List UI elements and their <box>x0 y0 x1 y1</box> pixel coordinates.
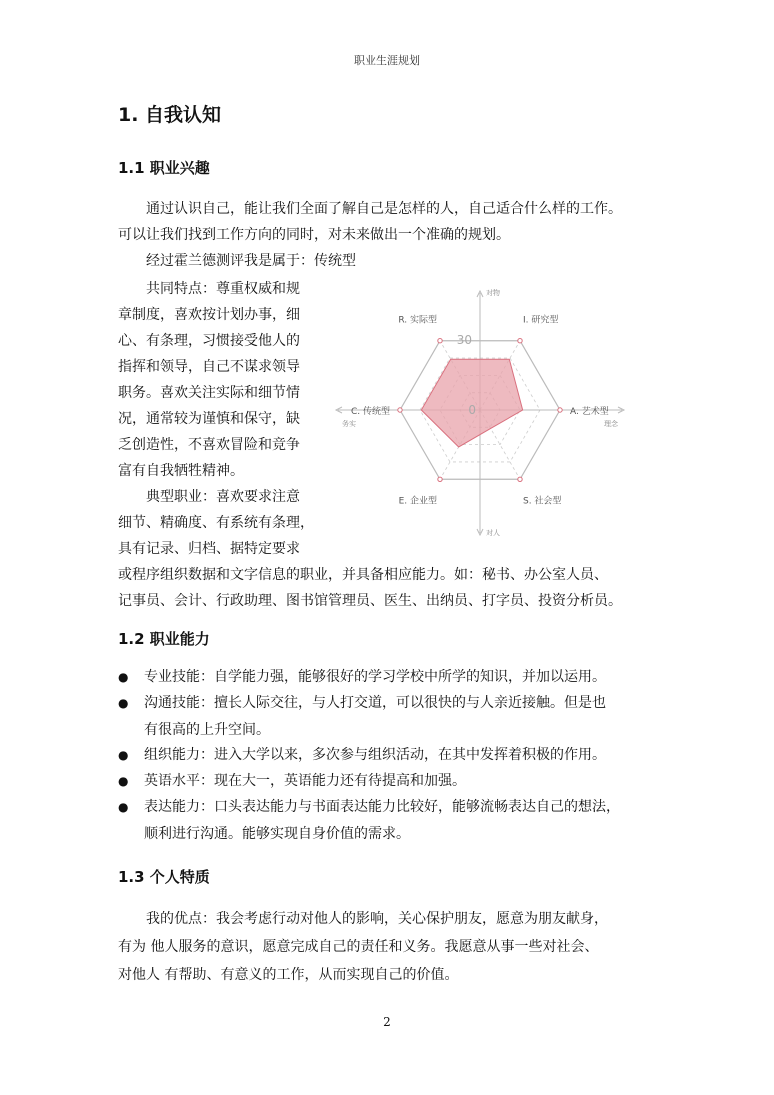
radar-axis-label: C. 传统型 <box>350 407 390 417</box>
list-item-text: 沟通技能：擅长人际交往，与人打交道，可以很快的与人亲近接触。但是也 <box>144 695 606 711</box>
traits-line: 心、有条理，习惯接受他人的 <box>118 333 300 349</box>
radar-axis-label: A. 艺术型 <box>570 407 609 417</box>
radar-side-label: 理念 <box>604 420 618 428</box>
traits-line: 共同特点：尊重权威和规 <box>146 281 300 297</box>
traits-paragraph-line-3: 对他人 有帮助、有意义的工作，从而实现自己的价值。 <box>118 967 459 983</box>
radar-side-label: 对物 <box>486 289 500 297</box>
jobs-line-4: 或程序组织数据和文字信息的职业，并具备相应能力。如：秘书、办公室人员、 <box>118 567 608 583</box>
paragraph-intro-line-2: 可以让我们找到工作方向的同时，对未来做出一个准确的规划。 <box>118 227 510 243</box>
traits-line: 章制度，喜欢按计划办事，细 <box>118 307 300 323</box>
common-traits-paragraph <box>118 276 338 562</box>
list-item-text: 有很高的上升空间。 <box>144 722 270 738</box>
page-number: 2 <box>383 1015 391 1029</box>
section-heading-1-2: 1.2 职业能力 <box>118 630 210 648</box>
radar-vertex-marker <box>518 477 522 481</box>
list-item-text: 组织能力：进入大学以来，多次参与组织活动，在其中发挥着积极的作用。 <box>144 747 606 763</box>
list-item-text: 专业技能：自学能力强，能够很好的学习学校中所学的知识，并加以运用。 <box>144 669 606 685</box>
jobs-line: 典型职业：喜欢要求注意 <box>146 489 300 505</box>
list-item-text: 英语水平：现在大一，英语能力还有待提高和加强。 <box>144 773 466 789</box>
radar-axis-label: S. 社会型 <box>523 496 562 507</box>
radar-side-label: 务实 <box>342 420 356 428</box>
page-header: 职业生涯规划 <box>354 54 420 67</box>
list-item-text: 顺利进行沟通。能够实现自身价值的需求。 <box>144 826 410 842</box>
traits-line: 富有自我牺牲精神。 <box>118 463 244 479</box>
traits-paragraph-line-2: 有为 他人服务的意识，愿意完成自己的责任和义务。我愿意从事一些对社会、 <box>118 939 599 955</box>
bullet-icon: ● <box>118 800 129 814</box>
jobs-line: 细节、精确度、有系统有条理， <box>118 515 314 531</box>
holland-radar-chart <box>330 285 630 545</box>
radar-vertex-marker <box>558 408 562 412</box>
section-heading-1-1: 1.1 职业兴趣 <box>118 159 210 177</box>
jobs-line: 具有记录、归档、据特定要求 <box>118 541 300 557</box>
traits-line: 况，通常较为谨慎和保守，缺 <box>118 411 300 427</box>
radar-axis-label: I. 研究型 <box>523 315 559 326</box>
radar-tick-label: 30 <box>456 333 472 347</box>
holland-result: 经过霍兰德测评我是属于：传统型 <box>146 253 356 269</box>
radar-vertex-marker <box>518 339 522 343</box>
bullet-icon: ● <box>118 774 129 788</box>
traits-line: 职务。喜欢关注实际和细节情 <box>118 385 300 401</box>
radar-vertex-marker <box>438 339 442 343</box>
traits-line: 乏创造性，不喜欢冒险和竞争 <box>118 437 300 453</box>
bullet-icon: ● <box>118 748 129 762</box>
paragraph-intro-line-1: 通过认识自己，能让我们全面了解自己是怎样的人，自己适合什么样的工作。 <box>146 201 622 217</box>
radar-vertex-marker <box>438 477 442 481</box>
jobs-line-5: 记事员、会计、行政助理、图书馆管理员、医生、出纳员、打字员、投资分析员。 <box>118 593 622 609</box>
radar-side-label: 对人 <box>486 529 500 537</box>
section-heading-1-3: 1.3 个人特质 <box>118 868 210 886</box>
list-item-text: 表达能力：口头表达能力与书面表达能力比较好，能够流畅表达自己的想法， <box>144 799 620 815</box>
radar-vertex-marker <box>398 408 402 412</box>
section-heading-1: 1. 自我认知 <box>118 104 222 126</box>
bullet-icon: ● <box>118 670 129 684</box>
radar-axis-label: R. 实际型 <box>398 315 437 326</box>
traits-line: 指挥和领导，自己不谋求领导 <box>118 359 300 375</box>
radar-axis-label: E. 企业型 <box>398 496 437 507</box>
bullet-icon: ● <box>118 696 129 710</box>
traits-paragraph-line-1: 我的优点：我会考虑行动对他人的影响，关心保护朋友，愿意为朋友献身， <box>146 911 608 927</box>
radar-tick-label: 0 <box>468 403 476 417</box>
